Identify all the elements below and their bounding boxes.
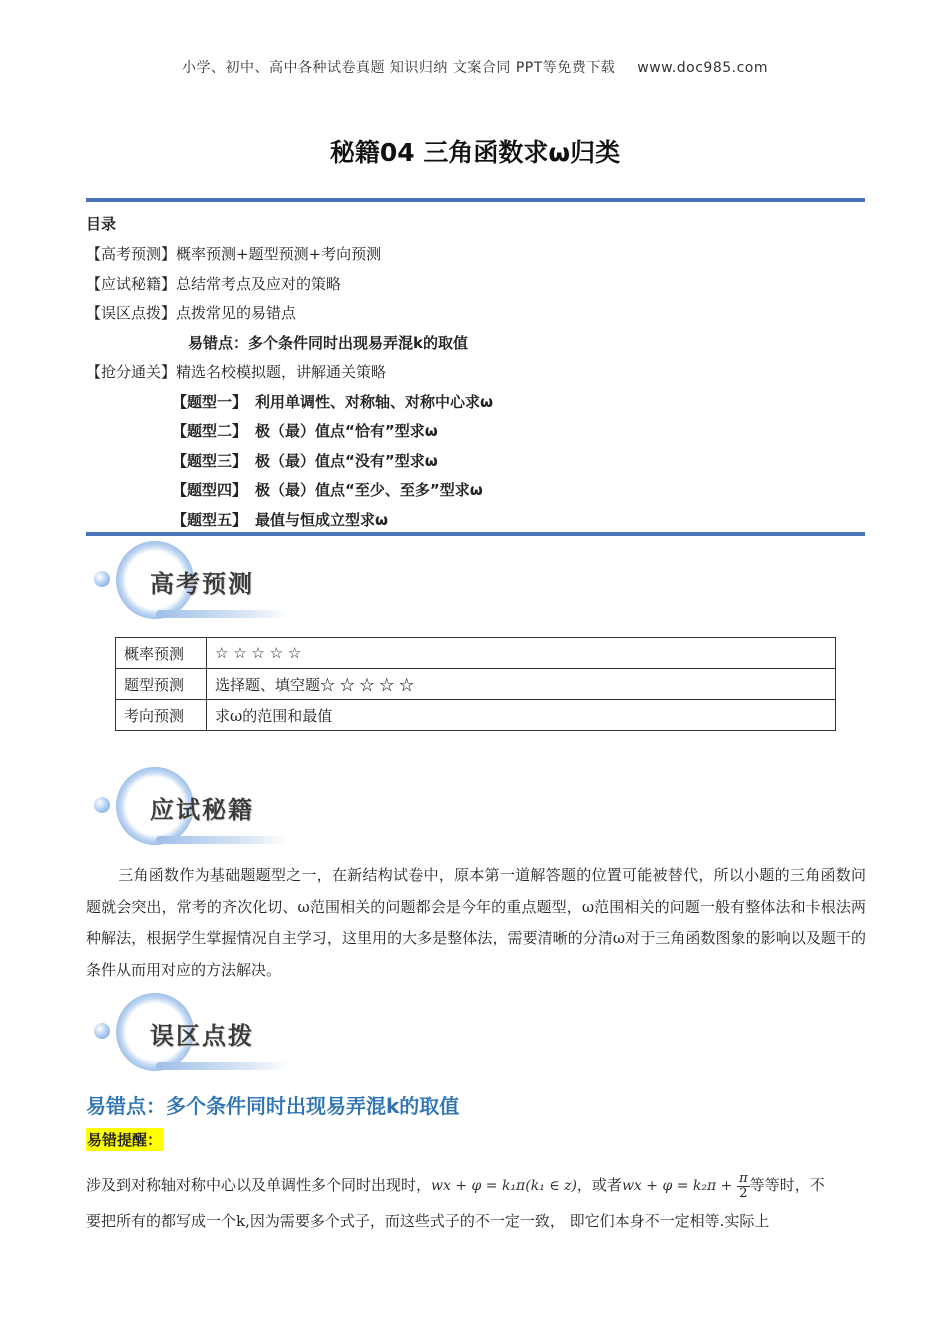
toc-item[interactable] xyxy=(86,358,866,388)
toc-item-tag: 【高考预测】 xyxy=(86,245,177,263)
fraction-numerator: π xyxy=(739,1170,748,1186)
header-site-link[interactable]: www.doc985.com xyxy=(637,60,769,76)
formula-2: wx + φ = k₂π + xyxy=(621,1178,733,1194)
toc-type-item[interactable] xyxy=(86,476,866,506)
warning-label: 易错提醒： xyxy=(86,1128,163,1151)
banner-dot-icon xyxy=(94,571,110,587)
toc-pitfall-item[interactable]: 易错点：多个条件同时出现易弄混k的取值 xyxy=(188,333,468,352)
section-banner-forecast xyxy=(86,538,296,624)
section-title: 应试秘籍 xyxy=(150,796,254,824)
toc-item[interactable] xyxy=(86,240,866,270)
toc-item-text: 点拨常见的易错点 xyxy=(176,304,297,322)
toc-type-tag: 【题型四】 xyxy=(172,481,248,499)
table-cell-value: ☆ ☆ ☆ ☆ ☆ xyxy=(207,638,836,669)
body-text: 等等时 xyxy=(749,1176,795,1194)
table-of-contents xyxy=(86,212,866,535)
toc-type-text: 最值与恒成立型求ω xyxy=(255,510,389,529)
banner-bar xyxy=(156,610,288,618)
section-title: 高考预测 xyxy=(150,570,254,598)
pitfall-heading: 易错点：多个条件同时出现易弄混k的取值 xyxy=(86,1094,460,1118)
table-cell-value: 选择题、填空题☆ ☆ ☆ ☆ ☆ xyxy=(207,669,836,700)
table-row xyxy=(116,700,836,731)
table-cell-key: 考向预测 xyxy=(116,700,207,731)
toc-type-tag: 【题型五】 xyxy=(172,510,248,529)
banner-bar xyxy=(156,1062,288,1070)
page-header xyxy=(0,57,950,77)
body-line-1 xyxy=(86,1170,866,1200)
banner-dot-icon xyxy=(94,797,110,813)
toc-type-text: 极（最）值点“至少、至多”型求ω xyxy=(255,481,483,499)
section-banner-strategy xyxy=(86,764,296,850)
banner-dot-icon xyxy=(94,1023,110,1039)
fraction-denominator: 2 xyxy=(739,1185,748,1201)
toc-item-text: 精选名校模拟题，讲解通关策略 xyxy=(176,363,387,381)
toc-type-tag: 【题型二】 xyxy=(172,422,248,440)
toc-item-text: 总结常考点及应对的策略 xyxy=(176,274,342,293)
toc-type-item[interactable] xyxy=(86,388,866,418)
toc-item-tag: 【误区点拨】 xyxy=(86,304,177,322)
toc-divider xyxy=(86,532,865,536)
fraction xyxy=(737,1172,750,1201)
document-title: 秘籍04 三角函数求ω归类 xyxy=(329,138,621,167)
toc-type-item[interactable] xyxy=(86,417,866,447)
toc-item-tag: 【抢分通关】 xyxy=(86,363,177,381)
top-divider xyxy=(86,198,865,202)
body-text: ，或者 xyxy=(576,1176,622,1194)
toc-type-tag: 【题型一】 xyxy=(172,392,248,411)
formula-1: wx + φ = k₁π(k₁ ∈ z) xyxy=(431,1178,577,1194)
table-row xyxy=(116,638,836,669)
header-text: 小学、初中、高中各种试卷真题 知识归纳 文案合同 PPT等免费下载 xyxy=(181,60,616,76)
toc-type-tag: 【题型三】 xyxy=(172,451,248,470)
forecast-table xyxy=(115,637,836,731)
section-title: 误区点拨 xyxy=(150,1022,254,1050)
strategy-paragraph xyxy=(86,860,866,986)
toc-item[interactable] xyxy=(86,270,866,300)
body-text: ，不 xyxy=(794,1176,825,1194)
toc-type-text: 极（最）值点“没有”型求ω xyxy=(255,451,438,470)
banner-bar xyxy=(156,836,288,844)
toc-type-item[interactable] xyxy=(86,506,866,536)
table-row xyxy=(116,669,836,700)
toc-item-tag: 【应试秘籍】 xyxy=(86,274,177,293)
body-line-2: 要把所有的都写成一个k,因为需要多个式子，而这些式子的不一定一致， 即它们本身不一定相等.实际上 xyxy=(86,1212,770,1230)
table-cell-value: 求ω的范围和最值 xyxy=(207,700,836,731)
strategy-text: 三角函数作为基础题题型之一，在新结构试卷中，原本第一道解答题的位置可能被替代，所以小题的三角函数问题就会突出，常考的齐次化切、ω范围相关的问题都会是今年的重点题型，ω范围相关的问题一般有整体法和卡根法两种解法，根据学生掌握情况自主学习，这里用的大多是整体法，需要清晰的分清ω对于三角函数图象的影响以及题干的条件从而用对应的方法解决。 xyxy=(86,866,866,979)
section-banner-pitfalls xyxy=(86,990,296,1076)
body-text: 涉及到对称轴对称中心以及单调性多个同时出现时， xyxy=(86,1176,432,1194)
toc-heading: 目录 xyxy=(86,215,117,233)
toc-type-item[interactable] xyxy=(86,447,866,477)
toc-item-text: 概率预测+题型预测+考向预测 xyxy=(176,245,382,263)
toc-item[interactable] xyxy=(86,299,866,329)
table-cell-key: 概率预测 xyxy=(116,638,207,669)
toc-type-text: 利用单调性、对称轴、对称中心求ω xyxy=(255,392,494,411)
toc-type-text: 极（最）值点“恰有”型求ω xyxy=(255,422,438,440)
table-cell-key: 题型预测 xyxy=(116,669,207,700)
